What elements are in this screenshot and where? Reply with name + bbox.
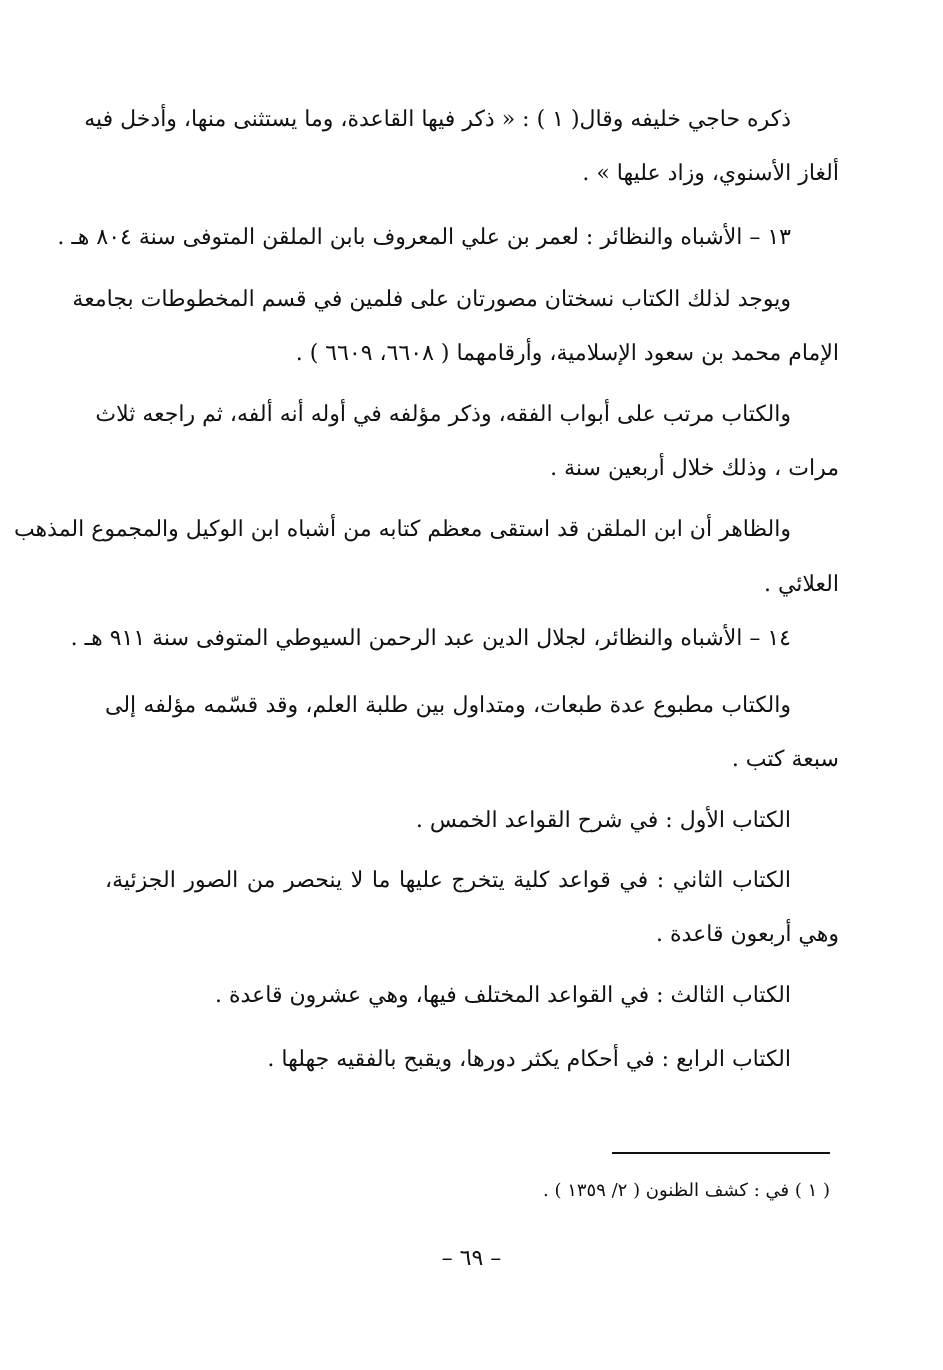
text-line: والظاهر أن ابن الملقن قد استقى معظم كتابه من أشباه ابن الوكيل والمجموع المذهب — [13, 517, 791, 542]
footnote: ( ١ ) في : كشف الظنون ( ٢/ ١٣٥٩ ) . — [543, 1180, 830, 1201]
text-line: ويوجد لذلك الكتاب نسختان مصورتان على فلمين في قسم المخطوطات بجامعة — [72, 287, 791, 312]
text-line: الكتاب الثالث : في القواعد المختلف فيها، وهي عشرون قاعدة . — [215, 983, 791, 1008]
text-line: ألغاز الأسنوي، وزاد عليها » . — [582, 161, 839, 186]
page-number: – ٦٩ – — [441, 1246, 502, 1271]
text-line: ١٤ – الأشباه والنظائر، لجلال الدين عبد الرحمن السيوطي المتوفى سنة ٩١١ هـ . — [70, 626, 791, 651]
text-line: الكتاب الثاني : في قواعد كلية يتخرج عليها ما لا ينحصر من الصور الجزئية، — [105, 868, 791, 893]
text-line: وهي أربعون قاعدة . — [656, 922, 839, 947]
text-line: العلائي . — [763, 572, 839, 597]
text-line: والكتاب مرتب على أبواب الفقه، وذكر مؤلفه في أوله أنه ألفه، ثم راجعه ثلاث — [95, 402, 791, 427]
text-line: الكتاب الرابع : في أحكام يكثر دورها، ويقبح بالفقيه جهلها . — [267, 1047, 791, 1072]
text-line: الإمام محمد بن سعود الإسلامية، وأرقامهما ( ٦٦٠٨، ٦٦٠٩ ) . — [295, 341, 839, 366]
text-line: ١٣ – الأشباه والنظائر : لعمر بن علي المعروف بابن الملقن المتوفى سنة ٨٠٤ هـ . — [57, 225, 791, 250]
text-line: ذكره حاجي خليفه وقال( ١ ) : « ذكر فيها القاعدة، وما يستثنى منها، وأدخل فيه — [84, 107, 791, 132]
text-line: سبعة كتب . — [731, 747, 839, 772]
text-line: الكتاب الأول : في شرح القواعد الخمس . — [415, 808, 791, 833]
text-line: مرات ، وذلك خلال أربعين سنة . — [550, 456, 839, 481]
text-line: والكتاب مطبوع عدة طبعات، ومتداول بين طلبة العلم، وقد قسّمه مؤلفه إلى — [105, 693, 791, 718]
footnote-divider — [612, 1152, 830, 1154]
